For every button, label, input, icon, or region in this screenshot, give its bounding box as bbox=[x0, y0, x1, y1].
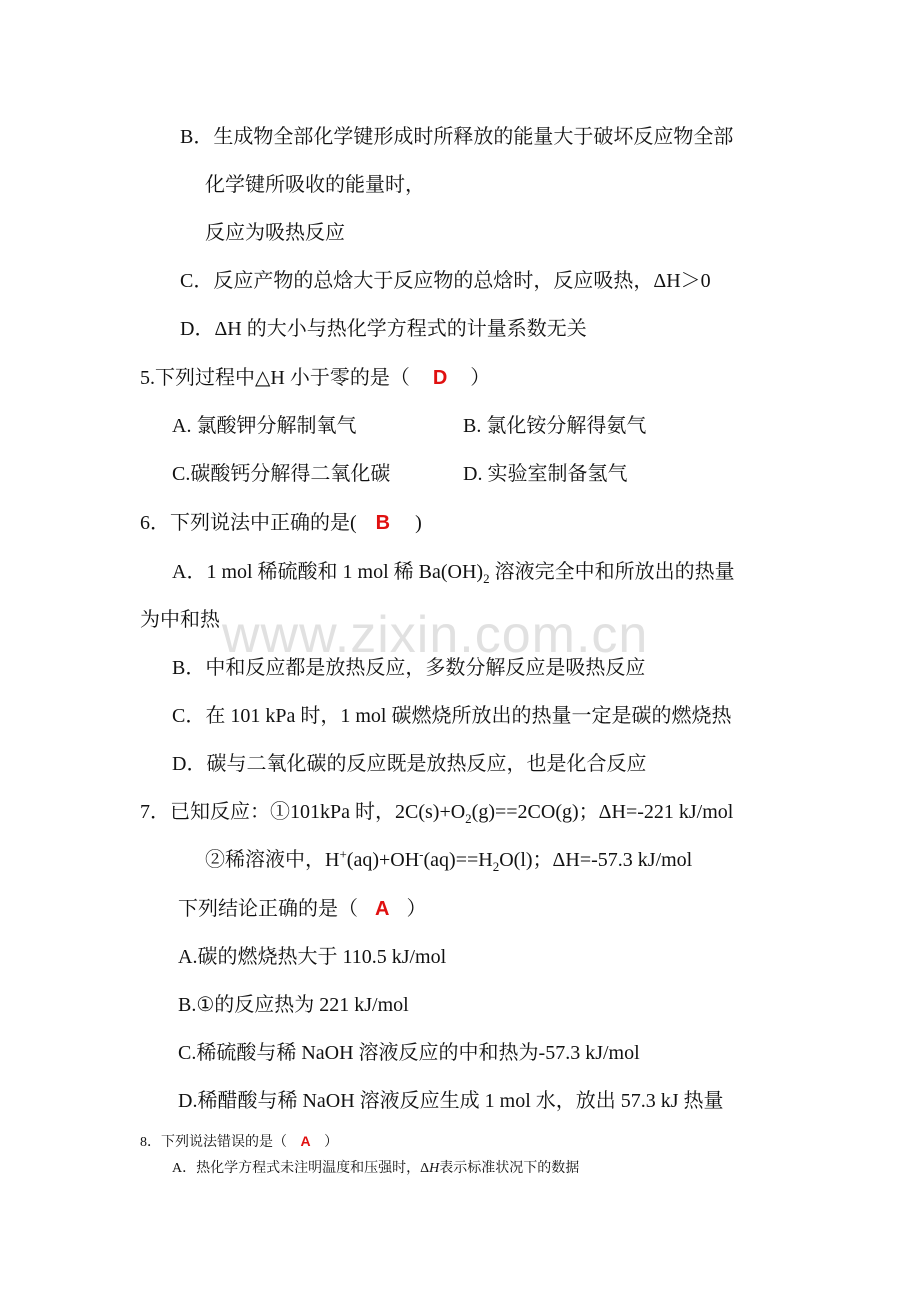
q7-stem-close: ） bbox=[406, 898, 427, 920]
q4-option-c: C．反应产物的总焓大于反应物的总焓时，反应吸热，ΔH＞0 bbox=[180, 270, 711, 292]
q4-option-d: D．ΔH 的大小与热化学方程式的计量系数无关 bbox=[180, 318, 587, 340]
q6-option-b: B．中和反应都是放热反应，多数分解反应是吸热反应 bbox=[172, 657, 646, 679]
q5-option-b: B. 氯化铵分解得氨气 bbox=[463, 415, 647, 437]
q8-answer: A bbox=[300, 1133, 311, 1149]
q5-stem bbox=[140, 365, 490, 391]
q7-reaction-1-subscript: 2 bbox=[465, 811, 472, 826]
q7-option-c: C.稀硫酸与稀 NaOH 溶液反应的中和热为-57.3 kJ/mol bbox=[178, 1042, 640, 1064]
q7-reaction-1-text-end: (g)==2CO(g)；ΔH=-221 kJ/mol bbox=[471, 801, 734, 823]
q6-option-c: C．在 101 kPa 时，1 mol 碳燃烧所放出的热量一定是碳的燃烧热 bbox=[172, 705, 732, 727]
q7-reaction-2-text-b: (aq)+OH bbox=[346, 849, 420, 871]
q7-option-d: D.稀醋酸与稀 NaOH 溶液反应生成 1 mol 水，放出 57.3 kJ 热量 bbox=[178, 1090, 724, 1112]
q8-option-a-italic: H bbox=[429, 1161, 440, 1176]
q6-option-a-line2: 为中和热 bbox=[140, 609, 220, 631]
q4-option-b-line2: 化学键所吸收的能量时， bbox=[205, 174, 425, 196]
q8-stem bbox=[140, 1132, 338, 1152]
q7-stem bbox=[178, 896, 426, 922]
q8-option-a-text: A．热化学方程式未注明温度和压强时，Δ bbox=[172, 1161, 430, 1176]
q5-option-d: D. 实验室制备氢气 bbox=[463, 463, 628, 485]
q7-reaction-2-text-c: (aq)==H bbox=[423, 849, 493, 871]
q7-answer: A bbox=[375, 898, 390, 920]
q6-option-a-text: A．1 mol 稀硫酸和 1 mol 稀 Ba(OH) bbox=[172, 561, 484, 583]
q8-stem-close: ） bbox=[324, 1135, 339, 1150]
q7-reaction-2-subscript: 2 bbox=[492, 859, 500, 874]
q8-stem-text: 8．下列说法错误的是（ bbox=[140, 1135, 287, 1150]
q5-option-c: C.碳酸钙分解得二氧化碳 bbox=[172, 463, 391, 485]
q5-stem-close: ） bbox=[470, 367, 491, 389]
q5-stem-text: 5.下列过程中△H 小于零的是（ bbox=[140, 367, 410, 389]
q6-option-a-text-end: 溶液完全中和所放出的热量 bbox=[489, 561, 735, 583]
q5-option-a: A. 氯酸钾分解制氧气 bbox=[172, 415, 357, 437]
q6-answer: B bbox=[375, 512, 391, 534]
q7-option-a: A.碳的燃烧热大于 110.5 kJ/mol bbox=[178, 946, 447, 968]
q6-option-a-subscript: 2 bbox=[483, 571, 490, 586]
q7-reaction-2-text-a: ②稀溶液中，H bbox=[205, 849, 340, 871]
q7-option-b: B.①的反应热为 221 kJ/mol bbox=[178, 994, 409, 1016]
q6-stem bbox=[140, 510, 422, 536]
q7-reaction-2-sup-minus: - bbox=[419, 846, 424, 862]
q4-option-b-line1: B．生成物全部化学键形成时所释放的能量大于破坏反应物全部 bbox=[180, 126, 734, 148]
q6-option-d: D．碳与二氧化碳的反应既是放热反应，也是化合反应 bbox=[172, 753, 647, 775]
q7-reaction-1 bbox=[140, 799, 733, 825]
q6-stem-close: ) bbox=[415, 512, 422, 534]
q7-reaction-1-text: 7．已知反应：①101kPa 时，2C(s)+O bbox=[140, 801, 466, 823]
q6-option-a-line1 bbox=[172, 559, 735, 585]
q7-reaction-2-sup-plus: + bbox=[339, 846, 347, 862]
q8-option-a-text-end: 表示标准状况下的数据 bbox=[439, 1161, 580, 1176]
q8-option-a bbox=[172, 1160, 579, 1178]
q5-answer: D bbox=[432, 367, 448, 389]
q7-reaction-2 bbox=[205, 847, 692, 873]
q4-option-b-line3: 反应为吸热反应 bbox=[205, 222, 345, 244]
q6-stem-text: 6．下列说法中正确的是( bbox=[140, 512, 357, 534]
q7-reaction-2-text-d: O(l)；ΔH=-57.3 kJ/mol bbox=[499, 849, 693, 871]
q7-stem-text: 下列结论正确的是（ bbox=[178, 898, 358, 920]
watermark: www.zixin.com.cn bbox=[222, 606, 649, 664]
